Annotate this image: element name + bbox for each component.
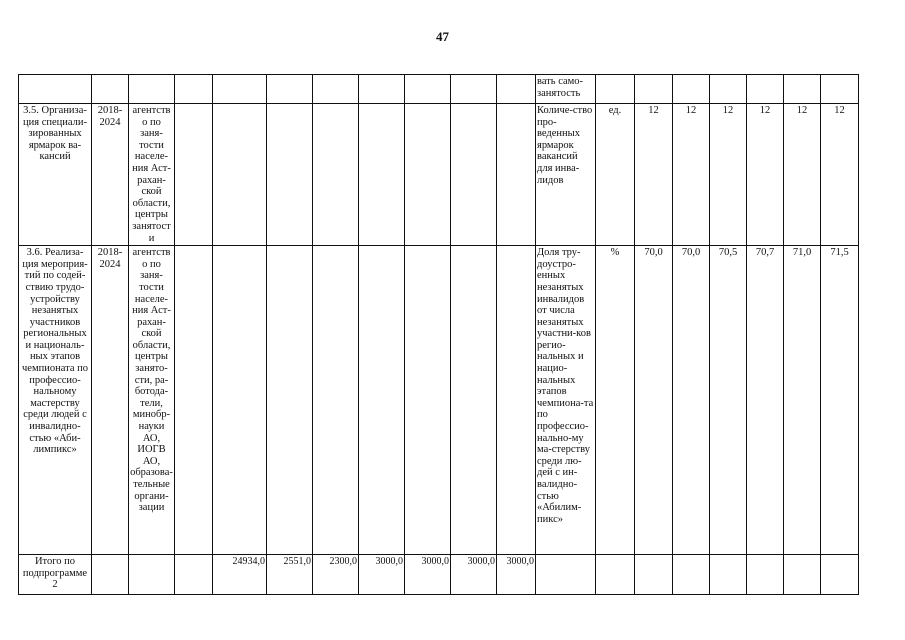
activity-name-cell: 3.5. Организа-ция специали-зированных ярмарок ва-кансий xyxy=(19,104,92,246)
period-cell: 2018-2024 xyxy=(92,246,129,555)
amount-cell: 3000,0 xyxy=(451,555,497,595)
value-cell: 70,0 xyxy=(673,246,710,555)
value-cell: 70,5 xyxy=(710,246,747,555)
unit-cell: ед. xyxy=(596,104,635,246)
value-cell: 12 xyxy=(821,104,859,246)
indicator-cell: Количе-ство про-веденных ярмарок вакансий для инва-лидов xyxy=(536,104,596,246)
value-cell: 71,5 xyxy=(821,246,859,555)
indicator-cell: вать само-занятость xyxy=(536,75,596,104)
value-cell: 12 xyxy=(784,104,821,246)
amount-cell: 3000,0 xyxy=(359,555,405,595)
amount-cell: 2300,0 xyxy=(313,555,359,595)
amount-cell: 3000,0 xyxy=(405,555,451,595)
unit-cell: % xyxy=(596,246,635,555)
value-cell: 12 xyxy=(710,104,747,246)
value-cell: 70,7 xyxy=(747,246,784,555)
executor-cell: агентство по заня-тости населе-ния Аст-рахан-ской области, центры занято-сти, ра-ботода-тели, минобр-науки АО, ИОГВ АО, образова-тельные органи-зации xyxy=(129,246,175,555)
table-row-continued xyxy=(19,75,859,104)
page-number: 47 xyxy=(436,29,449,44)
value-cell: 70,0 xyxy=(635,246,673,555)
table-row-total xyxy=(19,555,859,595)
activity-name-cell: 3.6. Реализа-ция мероприя-тий по содей-ствию трудо-устройству незанятых участников региональных и националь-ных этапов чемпионата по профессио-нальному мастерству среди людей с инвалидно-стью «Аби-лимпикс» xyxy=(19,246,92,555)
value-cell: 12 xyxy=(635,104,673,246)
table-row-3-6 xyxy=(19,246,859,555)
amount-cell: 24934,0 xyxy=(213,555,267,595)
total-label-cell: Итого по подпрограмме 2 xyxy=(19,555,92,595)
value-cell: 12 xyxy=(673,104,710,246)
amount-cell: 3000,0 xyxy=(497,555,536,595)
table-row-3-5 xyxy=(19,104,859,246)
value-cell: 71,0 xyxy=(784,246,821,555)
program-table xyxy=(18,74,859,595)
executor-cell: агентство по заня-тости населе-ния Аст-рахан-ской области, центры занятости xyxy=(129,104,175,246)
period-cell: 2018-2024 xyxy=(92,104,129,246)
indicator-cell: Доля тру-доустро-енных незанятых инвалидов от числа незанятых участни-ков регио-нальных и нацио-нальных этапов чемпиона-та по профессио-нально-му ма-стерству среди лю-дей с ин-валидно-стью «Абилим-пикс» xyxy=(536,246,596,555)
amount-cell: 2551,0 xyxy=(267,555,313,595)
value-cell: 12 xyxy=(747,104,784,246)
